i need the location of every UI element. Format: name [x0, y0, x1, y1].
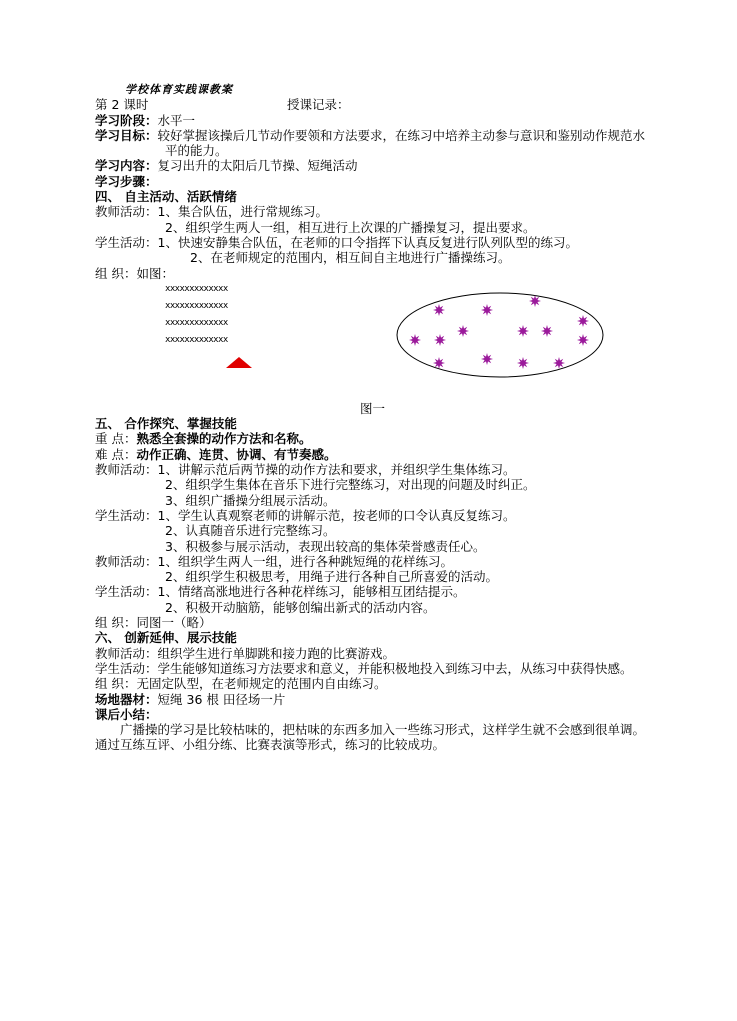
s4-student-2: 2、在老师规定的范围内，相互间自主地进行广播操练习。	[190, 250, 511, 266]
section-4-title: 四、 自主活动、活跃情绪	[95, 189, 237, 205]
student-star-icon	[541, 325, 553, 337]
student-activity-label: 学生活动：	[95, 234, 158, 250]
formation-figure	[95, 281, 655, 401]
meta-label: 学习阶段：	[95, 112, 158, 128]
student-activity-label: 学生活动：	[95, 660, 158, 676]
s5-teacher2-2: 2、组织学生积极思考，用绳子进行各种自己所喜爱的活动。	[165, 569, 498, 585]
difficulty-label: 难 点：	[95, 446, 137, 462]
s6-teacher	[95, 646, 655, 661]
lesson-record-label: 授课记录：	[287, 97, 350, 113]
x-row: xxxxxxxxxxxxx	[165, 300, 228, 311]
s6-equipment	[95, 692, 655, 707]
organization-text: 无固定队型，在老师规定的范围内自由练习。	[136, 676, 387, 692]
student-star-icon	[577, 334, 589, 346]
teacher-activity-label: 教师活动：	[95, 204, 158, 220]
star-group	[409, 295, 589, 369]
teacher-activity-label: 教师活动：	[95, 553, 158, 569]
x-row: xxxxxxxxxxxxx	[165, 334, 228, 345]
list-item: 1、学生认真观察老师的讲解示范，按老师的口令认真反复练习。	[157, 507, 516, 523]
student-star-icon	[577, 315, 589, 327]
ellipse-outline	[397, 293, 603, 377]
list-item: 1、情绪高涨地进行各种花样练习，能够相互团结提示。	[157, 584, 466, 600]
s4-student-1	[95, 235, 655, 250]
teacher-triangle-icon	[226, 357, 252, 368]
organization-label: 组 织：	[95, 265, 137, 281]
teacher-activity-label: 教师活动：	[95, 462, 158, 478]
meta-content	[95, 158, 655, 173]
s5-student2-1	[95, 584, 655, 599]
organization-text: 如图：	[136, 265, 174, 281]
s6-organization	[95, 676, 655, 691]
s6-student	[95, 661, 655, 676]
student-star-icon	[481, 353, 493, 365]
meta-steps	[95, 174, 655, 189]
meta-label: 学习内容：	[95, 158, 158, 174]
student-star-icon	[433, 304, 445, 316]
s4-teacher-2: 2、组织学生两人一组，相互进行上次课的广播操复习，提出要求。	[165, 219, 536, 235]
student-star-icon	[481, 304, 493, 316]
meta-value: 较好掌握该操后几节动作要领和方法要求，在练习中培养主动参与意识和鉴别动作规范水平的能力。	[157, 127, 646, 159]
teacher-activity-label: 教师活动：	[95, 645, 158, 661]
student-activity-label: 学生活动：	[95, 584, 158, 600]
focus-text: 熟悉全套操的动作方法和名称。	[136, 431, 312, 447]
student-star-icon	[529, 295, 541, 307]
scatter-ellipse	[395, 291, 605, 379]
focus-label: 重 点：	[95, 431, 137, 447]
summary-text: 广播操的学习是比较枯味的，把枯味的东西多加入一些练习形式，这样学生就不会感到很单调。通过互练互评、小组分练、比赛表演等形式，练习的比较成功。	[95, 722, 646, 753]
x-row: xxxxxxxxxxxxx	[165, 317, 228, 328]
section-6-title: 六、 创新延伸、展示技能	[95, 630, 237, 646]
figure-caption: 图一	[359, 400, 385, 416]
student-star-icon	[517, 357, 529, 369]
s5-teacher2-1	[95, 554, 655, 569]
list-item: 1、快速安静集合队伍，在老师的口令指挥下认真反复进行队列队型的练习。	[157, 234, 578, 250]
x-row: xxxxxxxxxxxxx	[165, 283, 228, 294]
organization-text: 同图一（略）	[136, 615, 212, 631]
s5-student2-2: 2、积极开动脑筋，能够创编出新式的活动内容。	[165, 599, 436, 615]
list-item: 1、组织学生两人一组，进行各种跳短绳的花样练习。	[157, 553, 453, 569]
meta-value: 水平一	[157, 112, 196, 128]
formation-rows	[165, 281, 228, 349]
student-star-icon	[553, 357, 565, 369]
meta-label: 学习目标：	[95, 127, 158, 143]
meta-goal	[95, 128, 655, 159]
s5-teacher-2: 2、组织学生集体在音乐下进行完整练习，对出现的问题及时纠正。	[165, 477, 536, 493]
list-item: 组织学生进行单脚跳和接力跑的比赛游戏。	[157, 645, 396, 661]
list-item: 1、集合队伍，进行常规练习。	[157, 204, 328, 220]
s5-student-2: 2、认真随音乐进行完整练习。	[165, 523, 336, 539]
document-header: 学校体育实践课教案	[125, 83, 233, 96]
meta-value: 复习出升的太阳后几节操、短绳活动	[157, 158, 358, 174]
section-5-title: 五、 合作探究、掌握技能	[95, 416, 237, 432]
list-item: 学生能够知道练习方法要求和意义，并能积极地投入到练习中去，从练习中获得快感。	[157, 660, 633, 676]
s5-student-1	[95, 508, 655, 523]
student-star-icon	[517, 325, 529, 337]
s5-student-3: 3、积极参与展示活动，表现出较高的集体荣誉感责任心。	[165, 538, 486, 554]
s5-teacher-3: 3、组织广播操分组展示活动。	[165, 492, 336, 508]
student-star-icon	[457, 325, 469, 337]
equipment-text: 短绳 36 根 田径场一片	[157, 691, 286, 707]
summary-label: 课后小结：	[95, 706, 158, 722]
s4-teacher-1	[95, 204, 655, 219]
student-activity-label: 学生活动：	[95, 507, 158, 523]
organization-label: 组 织：	[95, 615, 137, 631]
student-star-icon	[434, 334, 446, 346]
s5-focus	[95, 431, 655, 446]
s4-organization	[95, 266, 655, 281]
organization-label: 组 织：	[95, 676, 137, 692]
difficulty-text: 动作正确、连贯、协调、有节奏感。	[136, 446, 337, 462]
student-star-icon	[409, 334, 421, 346]
meta-label: 学习步骤：	[95, 173, 158, 189]
meta-stage	[95, 113, 655, 128]
s5-organization	[95, 615, 655, 630]
lesson-period: 第 2 课时	[95, 97, 149, 113]
list-item: 1、讲解示范后两节操的动作方法和要求，并组织学生集体练习。	[157, 462, 516, 478]
s5-teacher-1	[95, 462, 655, 477]
s5-difficulty	[95, 447, 655, 462]
equipment-label: 场地器材：	[95, 691, 158, 707]
lesson-plan-document	[95, 82, 655, 753]
lesson-info-line	[95, 97, 655, 112]
